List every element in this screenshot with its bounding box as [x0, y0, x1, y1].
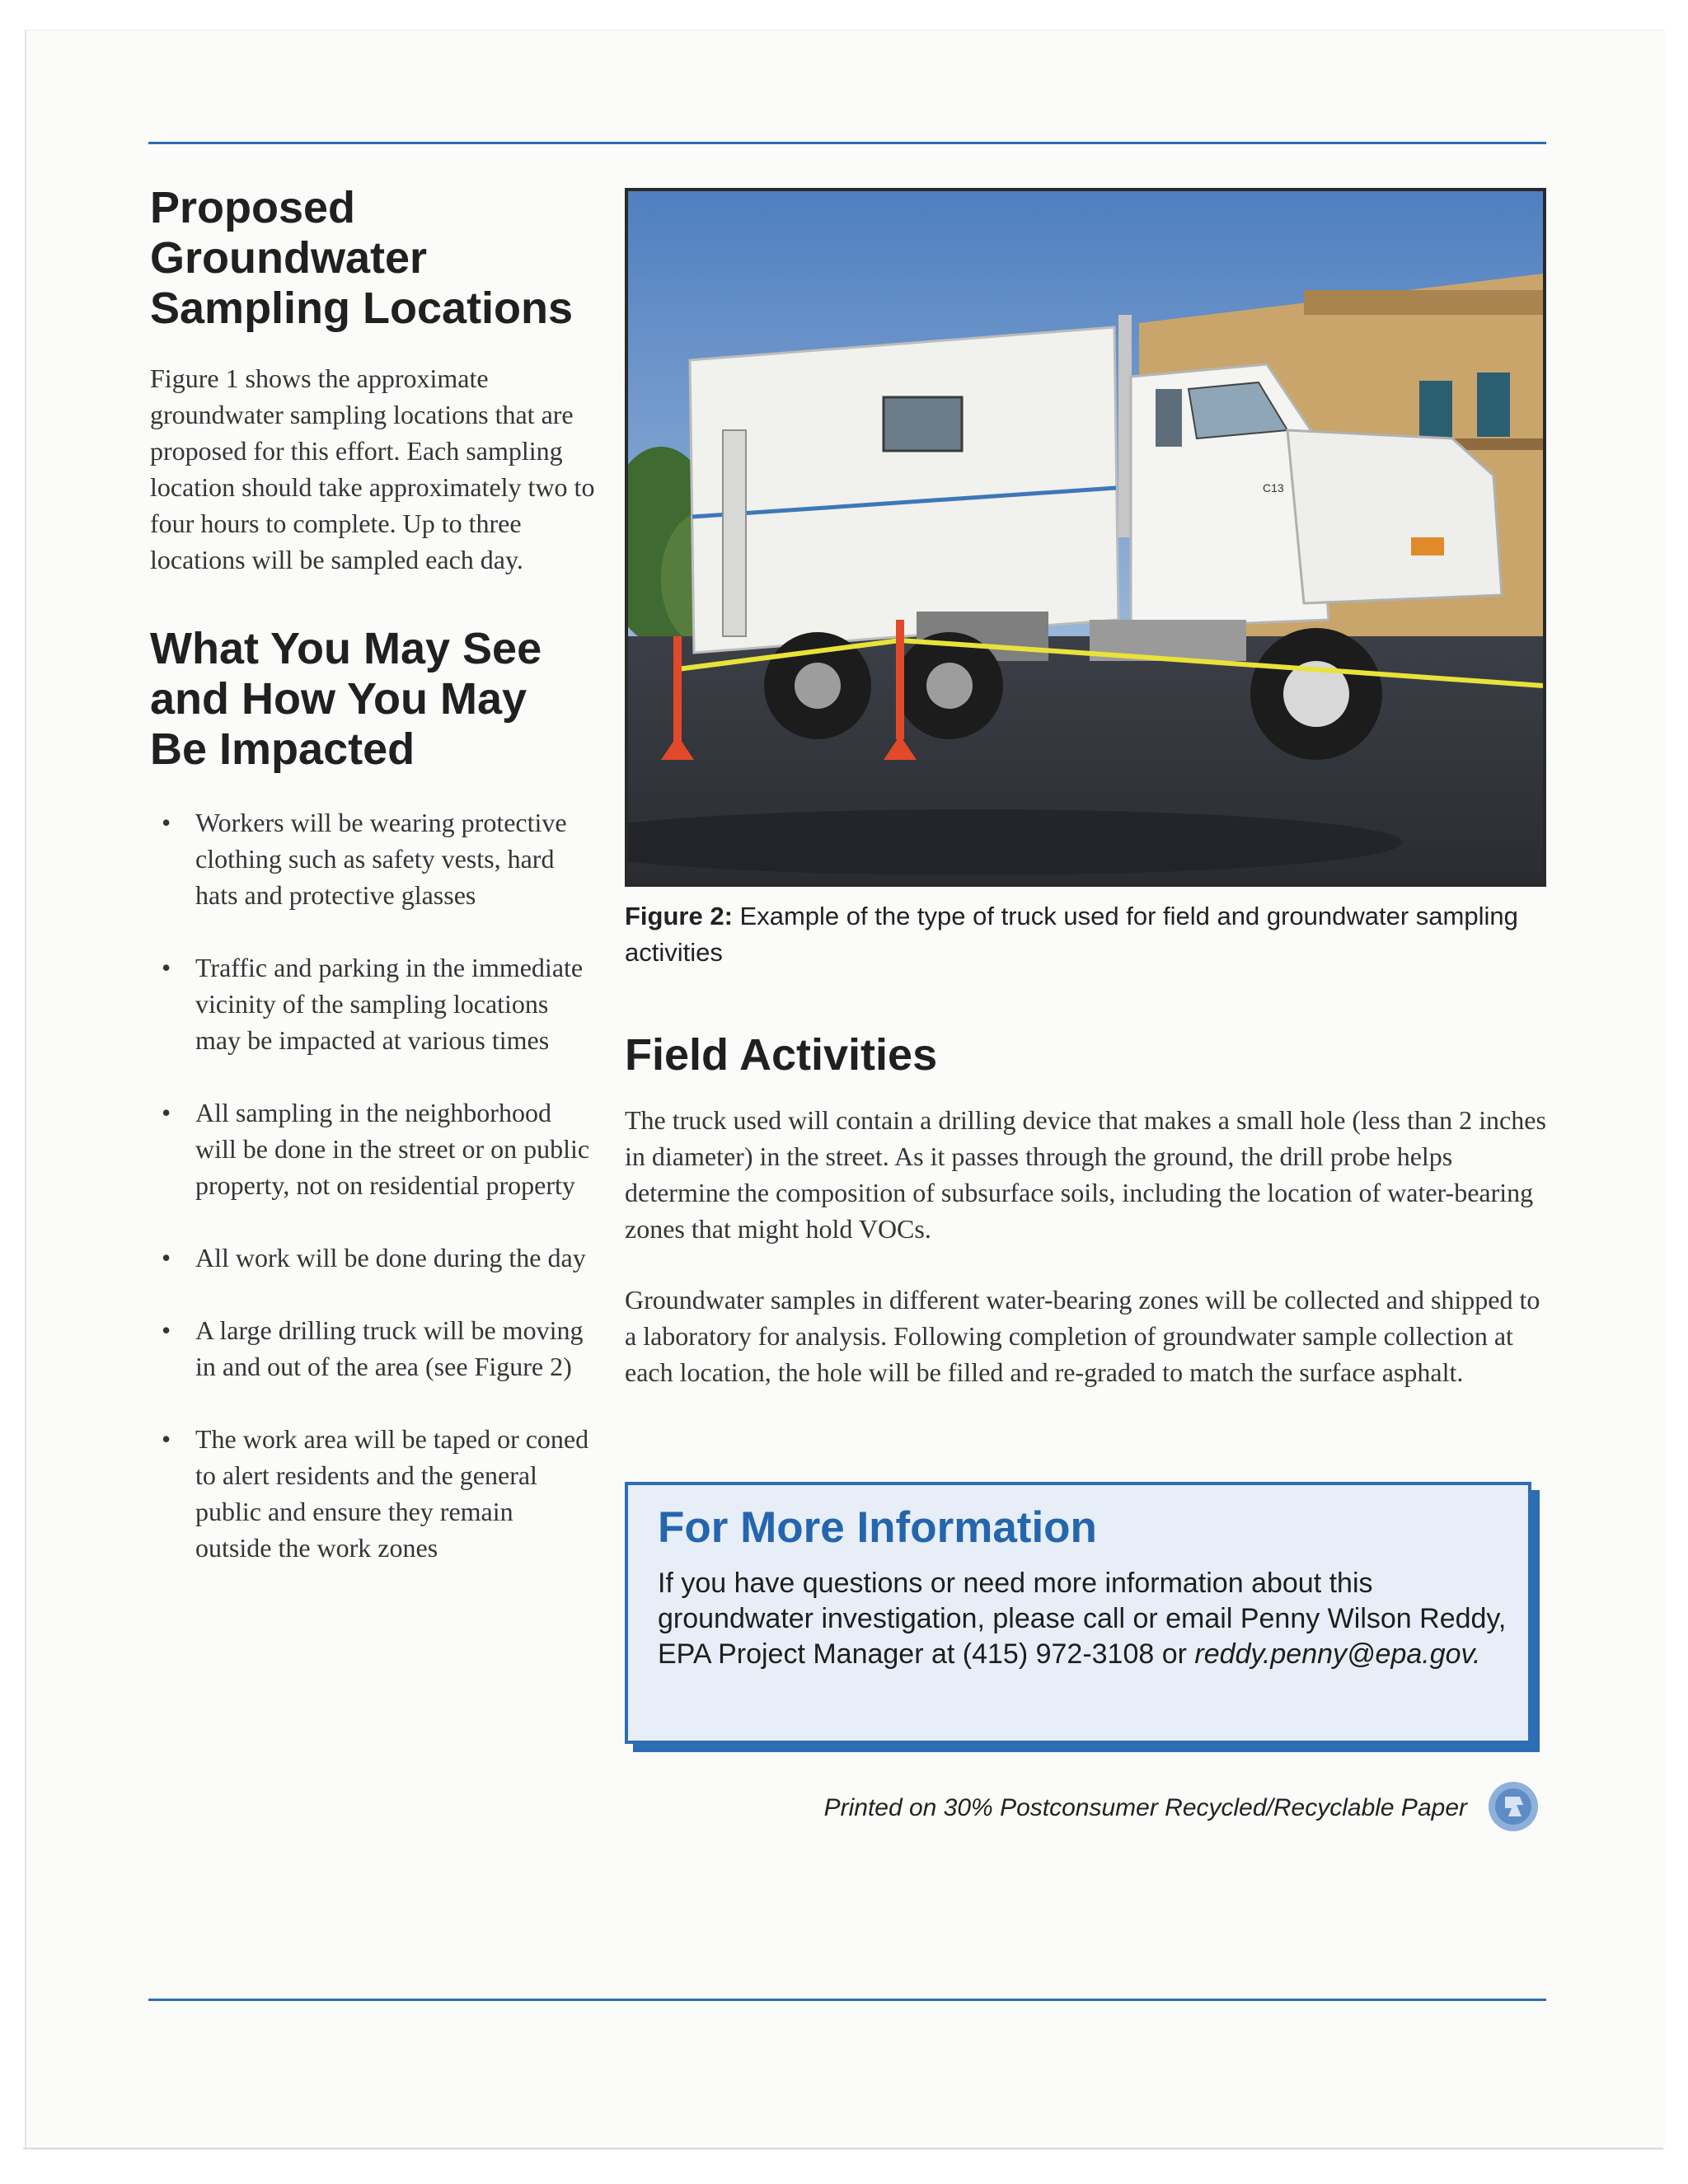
truck-badge: C13	[1263, 481, 1284, 494]
wheel-hub	[926, 663, 973, 709]
truck-door	[723, 430, 746, 636]
proposed-paragraph: Figure 1 shows the approximate groundwater sampling locations that are proposed for this effort. Each sampling location should take approximately two to four hours to complete. Up to three locations will be sampled each day.	[150, 363, 595, 574]
proposed-heading-line1: Proposed	[150, 183, 356, 232]
impact-bullet: • The work area will be taped or coned to alert residents and the general public and ensure they remain outside the work zones	[150, 1421, 595, 1566]
scan-edge	[23, 2148, 1663, 2149]
contact-email-link[interactable]: reddy.penny@epa.gov.	[1194, 1638, 1481, 1670]
impact-heading-line2: and How You May	[150, 674, 528, 724]
impact-bullet-list	[150, 804, 595, 1566]
recycle-icon	[1487, 1780, 1540, 1833]
impact-bullet: • Traffic and parking in the immediate vicinity of the sampling locations may be impacted at various times	[150, 949, 595, 1058]
turn-signal	[1411, 537, 1444, 555]
more-info-text	[658, 1566, 1507, 1672]
truck-window	[884, 397, 962, 451]
wheel-hub	[795, 663, 841, 709]
impact-heading-line3: Be Impacted	[150, 724, 415, 774]
field-paragraph-2: Groundwater samples in different water-bearing zones will be collected and shipped to a laboratory for analysis. Following completion of groundwater sample collection at each location, the hole will be filled and re-graded to match the surface asphalt.	[625, 1285, 1540, 1387]
cone-pole	[673, 636, 682, 743]
side-mirror	[1156, 389, 1182, 447]
truck-box	[690, 327, 1118, 653]
building-door	[1419, 381, 1452, 438]
figure-label: Figure 2:	[625, 902, 733, 930]
impact-bullet: • All sampling in the neighborhood will be done in the street or on public property, not on residential property	[150, 1094, 595, 1203]
impact-heading	[150, 624, 595, 775]
impact-bullet: • A large drilling truck will be moving in and out of the area (see Figure 2)	[150, 1312, 595, 1385]
impact-bullet: • All work will be done during the day	[150, 1240, 595, 1276]
figure-caption-text: Example of the type of truck used for field and groundwater sampling activities	[625, 902, 1518, 967]
more-info-body: If you have questions or need more information about this groundwater investigation, please call or email Penny Wilson Reddy, EPA Project Manager at (415) 972-3108 or	[658, 1568, 1507, 1670]
proposed-heading-line2: Groundwater	[150, 233, 428, 283]
impact-bullet: • Workers will be wearing protective clothing such as safety vests, hard hats and protective glasses	[150, 804, 595, 913]
proposed-heading	[150, 183, 595, 334]
more-info-box	[625, 1482, 1531, 1744]
proposed-heading-line3: Sampling Locations	[150, 284, 574, 333]
truck-photo	[625, 188, 1546, 887]
recycled-paper-note: Printed on 30% Postconsumer Recycled/Recyclable Paper	[823, 1794, 1467, 1821]
field-heading: Field Activities	[625, 1030, 938, 1080]
impact-heading-line1: What You May See	[150, 624, 542, 673]
bottom-rule	[148, 1999, 1546, 2001]
right-column	[625, 1030, 1546, 1425]
building-door	[1477, 373, 1510, 437]
more-info-title: For More Information	[658, 1503, 1097, 1552]
figure-caption	[625, 898, 1540, 971]
building-roofline	[1304, 290, 1543, 315]
cone-pole	[896, 620, 904, 739]
truck-illustration	[628, 191, 1543, 883]
left-column	[150, 183, 595, 1602]
truck-hood	[1287, 430, 1502, 603]
top-rule	[148, 142, 1546, 144]
field-paragraph-1: The truck used will contain a drilling device that makes a small hole (less than 2 inches in diameter) in the street. As it passes through the ground, the drill probe helps determine the composition of subsurface soils, including the location of water-bearing zones that might hold VOCs.	[625, 1105, 1546, 1244]
